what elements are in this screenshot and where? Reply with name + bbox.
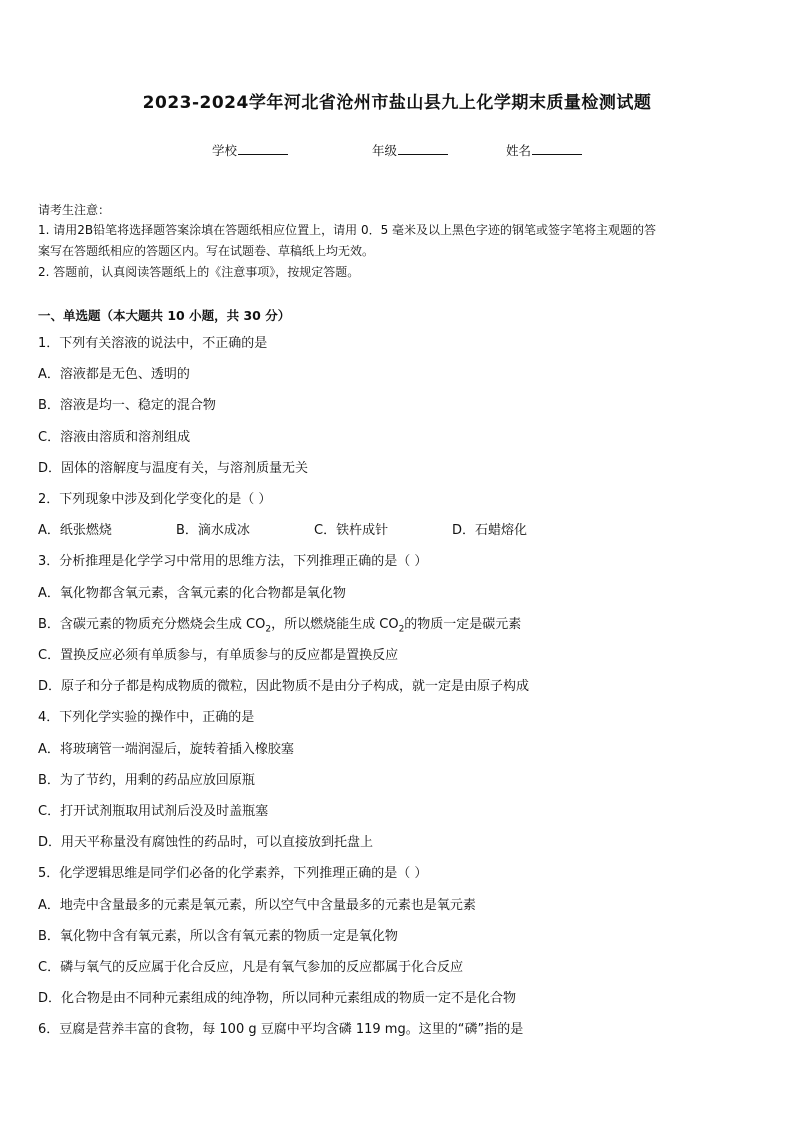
- question-3-option-c: C．置换反应必须有单质参与，有单质参与的反应都是置换反应: [38, 648, 399, 663]
- grade-label: 年级: [372, 143, 398, 158]
- question-4-option-c: C．打开试剂瓶取用试剂后没及时盖瓶塞: [38, 804, 269, 819]
- question-2-option-d: D．石蜡熔化: [452, 523, 528, 538]
- question-1-stem: 1．下列有关溶液的说法中，不正确的是: [38, 336, 268, 351]
- question-5-option-c: C．磷与氧气的反应属于化合反应，凡是有氧气参加的反应都属于化合反应: [38, 960, 464, 975]
- q3b-subscript-1: 2: [265, 624, 272, 635]
- name-field: [506, 141, 582, 159]
- question-4-option-d: D．用天平称量没有腐蚀性的药品时，可以直接放到托盘上: [38, 835, 374, 850]
- section-heading: 一、单选题（本大题共 10 小题，共 30 分）: [38, 308, 291, 323]
- question-5-option-a: A．地壳中含量最多的元素是氧元素，所以空气中含量最多的元素也是氧元素: [38, 898, 476, 913]
- name-blank: [532, 141, 582, 155]
- q3b-subscript-2: 2: [398, 624, 405, 635]
- question-2-option-a: A．纸张燃烧: [38, 523, 112, 538]
- grade-field: [372, 141, 448, 159]
- notice-item-1-line-2: 案写在答题纸相应的答题区内。写在试题卷、草稿纸上均无效。: [38, 244, 375, 258]
- question-1-option-a: A．溶液都是无色、透明的: [38, 367, 190, 382]
- question-4-stem: 4．下列化学实验的操作中，正确的是: [38, 710, 255, 725]
- school-blank: [238, 141, 288, 155]
- question-5-stem: 5．化学逻辑思维是同学们必备的化学素养，下列推理正确的是（ ）: [38, 866, 428, 881]
- question-1-option-b: B．溶液是均一、稳定的混合物: [38, 398, 216, 413]
- question-2-stem: 2．下列现象中涉及到化学变化的是（ ）: [38, 492, 272, 507]
- question-3-option-b: [38, 613, 521, 635]
- question-1-option-d: D．固体的溶解度与温度有关，与溶剂质量无关: [38, 461, 309, 476]
- notice-heading: 请考生注意：: [38, 203, 111, 217]
- question-4-option-a: A．将玻璃管一端润湿后，旋转着插入橡胶塞: [38, 742, 294, 757]
- name-label: 姓名: [506, 143, 532, 158]
- grade-blank: [398, 141, 448, 155]
- question-6-stem: 6．豆腐是营养丰富的食物，每 100 g 豆腐中平均含磷 119 mg。这里的“磷”指的是: [38, 1022, 524, 1037]
- page-title: 2023-2024学年河北省沧州市盐山县九上化学期末质量检测试题: [142, 93, 652, 113]
- school-field: [212, 141, 288, 159]
- question-5-option-b: B．氧化物中含有氧元素，所以含有氧元素的物质一定是氧化物: [38, 929, 398, 944]
- question-3-option-a: A．氧化物都含氧元素，含氧元素的化合物都是氧化物: [38, 586, 346, 601]
- notice-item-2: 2. 答题前，认真阅读答题纸上的《注意事项》，按规定答题。: [38, 265, 360, 279]
- q3b-text-2: ，所以燃烧能生成 CO: [271, 617, 399, 632]
- question-4-option-b: B．为了节约，用剩的药品应放回原瓶: [38, 773, 255, 788]
- question-5-option-d: D．化合物是由不同种元素组成的纯净物，所以同种元素组成的物质一定不是化合物: [38, 991, 517, 1006]
- q3b-text-1: B．含碳元素的物质充分燃烧会生成 CO: [38, 617, 266, 632]
- q3b-text-3: 的物质一定是碳元素: [404, 617, 522, 632]
- question-2-option-c: C．铁杵成针: [314, 523, 389, 538]
- question-2-option-b: B．滴水成冰: [176, 523, 250, 538]
- question-3-stem: 3．分析推理是化学学习中常用的思维方法，下列推理正确的是（ ）: [38, 554, 428, 569]
- notice-item-1-line-1: 1. 请用2B铅笔将选择题答案涂填在答题纸相应位置上，请用 0．5 毫米及以上黑色字迹的钢笔或签字笔将主观题的答: [38, 223, 657, 237]
- question-1-option-c: C．溶液由溶质和溶剂组成: [38, 430, 191, 445]
- school-label: 学校: [212, 143, 238, 158]
- question-3-option-d: D．原子和分子都是构成物质的微粒，因此物质不是由分子构成，就一定是由原子构成: [38, 679, 530, 694]
